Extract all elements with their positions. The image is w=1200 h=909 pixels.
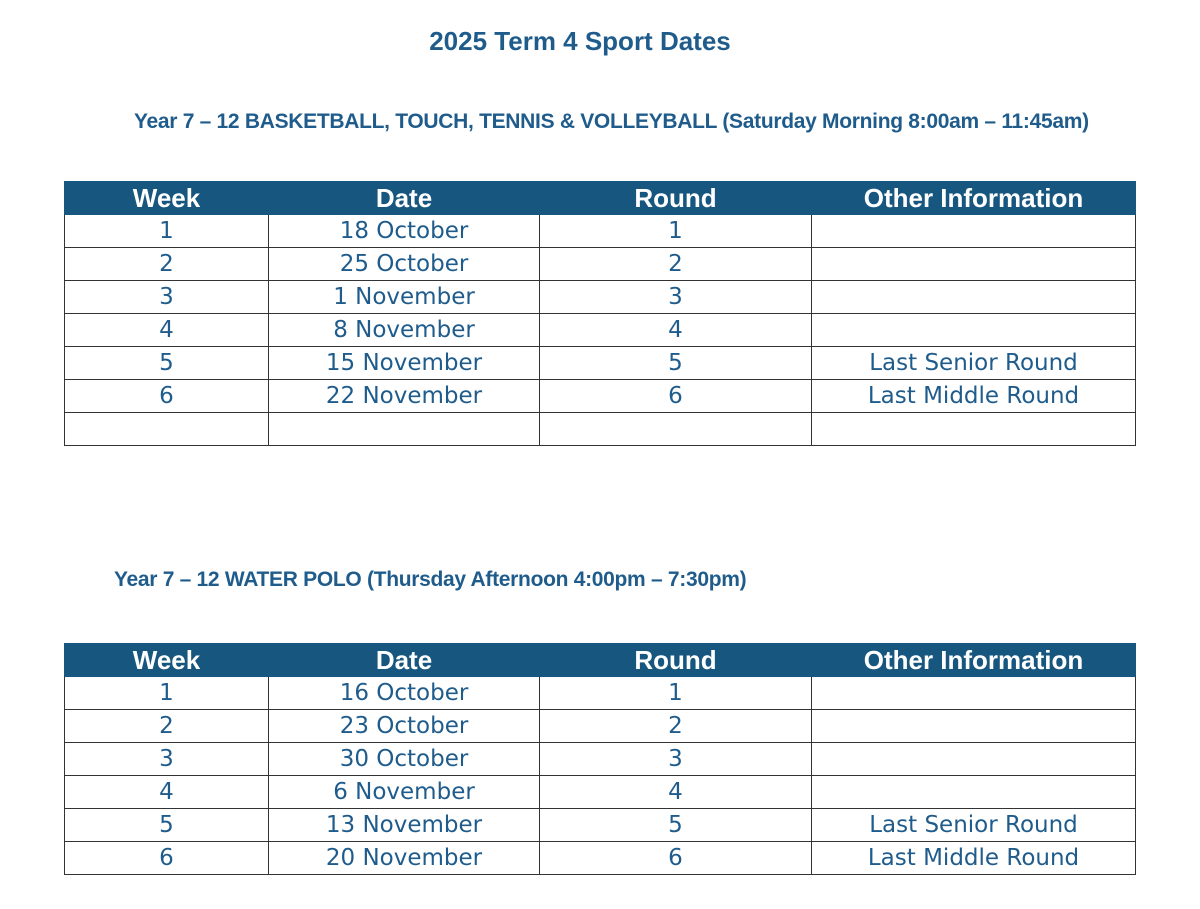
table-row	[65, 347, 1136, 380]
table-row	[65, 776, 1136, 809]
table-row	[65, 677, 1136, 710]
section-heading-water-polo: Year 7 – 12 WATER POLO (Thursday Afternoon 4:00pm – 7:30pm)	[114, 568, 747, 591]
cell-other-information: Last Middle Round	[812, 380, 1136, 413]
cell-date: 15 November	[269, 347, 540, 380]
column-header-week: Week	[65, 182, 269, 215]
cell-week: 3	[65, 281, 269, 314]
cell-other-information: Last Senior Round	[812, 809, 1136, 842]
cell-date: 1 November	[269, 281, 540, 314]
column-header-other-information: Other Information	[812, 182, 1136, 215]
cell-round	[540, 413, 812, 446]
cell-other-information	[812, 776, 1136, 809]
cell-other-information	[812, 314, 1136, 347]
cell-week: 1	[65, 677, 269, 710]
column-header-round: Round	[540, 182, 812, 215]
cell-round: 4	[540, 314, 812, 347]
cell-round: 6	[540, 380, 812, 413]
cell-week: 2	[65, 248, 269, 281]
cell-date: 22 November	[269, 380, 540, 413]
table-row	[65, 314, 1136, 347]
cell-other-information: Last Senior Round	[812, 347, 1136, 380]
column-header-date: Date	[269, 644, 540, 677]
cell-round: 5	[540, 347, 812, 380]
cell-round: 4	[540, 776, 812, 809]
column-header-other-information: Other Information	[812, 644, 1136, 677]
cell-date: 8 November	[269, 314, 540, 347]
cell-date: 16 October	[269, 677, 540, 710]
cell-round: 2	[540, 710, 812, 743]
column-header-date: Date	[269, 182, 540, 215]
column-header-week: Week	[65, 644, 269, 677]
cell-week: 4	[65, 314, 269, 347]
cell-other-information	[812, 677, 1136, 710]
table-row	[65, 743, 1136, 776]
table-row	[65, 842, 1136, 875]
table-row	[65, 380, 1136, 413]
cell-week	[65, 413, 269, 446]
cell-week: 1	[65, 215, 269, 248]
cell-round: 6	[540, 842, 812, 875]
cell-week: 3	[65, 743, 269, 776]
cell-date	[269, 413, 540, 446]
cell-round: 3	[540, 281, 812, 314]
cell-round: 3	[540, 743, 812, 776]
cell-other-information	[812, 413, 1136, 446]
cell-other-information: Last Middle Round	[812, 842, 1136, 875]
table-row	[65, 248, 1136, 281]
cell-date: 23 October	[269, 710, 540, 743]
cell-week: 4	[65, 776, 269, 809]
cell-other-information	[812, 743, 1136, 776]
cell-date: 30 October	[269, 743, 540, 776]
cell-week: 2	[65, 710, 269, 743]
cell-other-information	[812, 248, 1136, 281]
page-title: 2025 Term 4 Sport Dates	[429, 26, 731, 56]
section-heading-basketball-touch-tennis-volleyball: Year 7 – 12 BASKETBALL, TOUCH, TENNIS & VOLLEYBALL (Saturday Morning 8:00am – 11:45am)	[134, 110, 1089, 133]
table-header-row	[65, 644, 1136, 677]
table-row	[65, 809, 1136, 842]
cell-week: 5	[65, 809, 269, 842]
table-row	[65, 215, 1136, 248]
schedule-table-saturday-sports	[64, 181, 1136, 446]
table-row-empty	[65, 413, 1136, 446]
cell-date: 18 October	[269, 215, 540, 248]
cell-round: 1	[540, 677, 812, 710]
cell-other-information	[812, 215, 1136, 248]
cell-week: 5	[65, 347, 269, 380]
cell-date: 6 November	[269, 776, 540, 809]
cell-date: 13 November	[269, 809, 540, 842]
cell-round: 5	[540, 809, 812, 842]
schedule-table-water-polo	[64, 643, 1136, 875]
cell-other-information	[812, 281, 1136, 314]
cell-date: 25 October	[269, 248, 540, 281]
cell-round: 2	[540, 248, 812, 281]
column-header-round: Round	[540, 644, 812, 677]
cell-week: 6	[65, 380, 269, 413]
cell-other-information	[812, 710, 1136, 743]
cell-round: 1	[540, 215, 812, 248]
cell-date: 20 November	[269, 842, 540, 875]
table-row	[65, 281, 1136, 314]
cell-week: 6	[65, 842, 269, 875]
table-row	[65, 710, 1136, 743]
table-header-row	[65, 182, 1136, 215]
